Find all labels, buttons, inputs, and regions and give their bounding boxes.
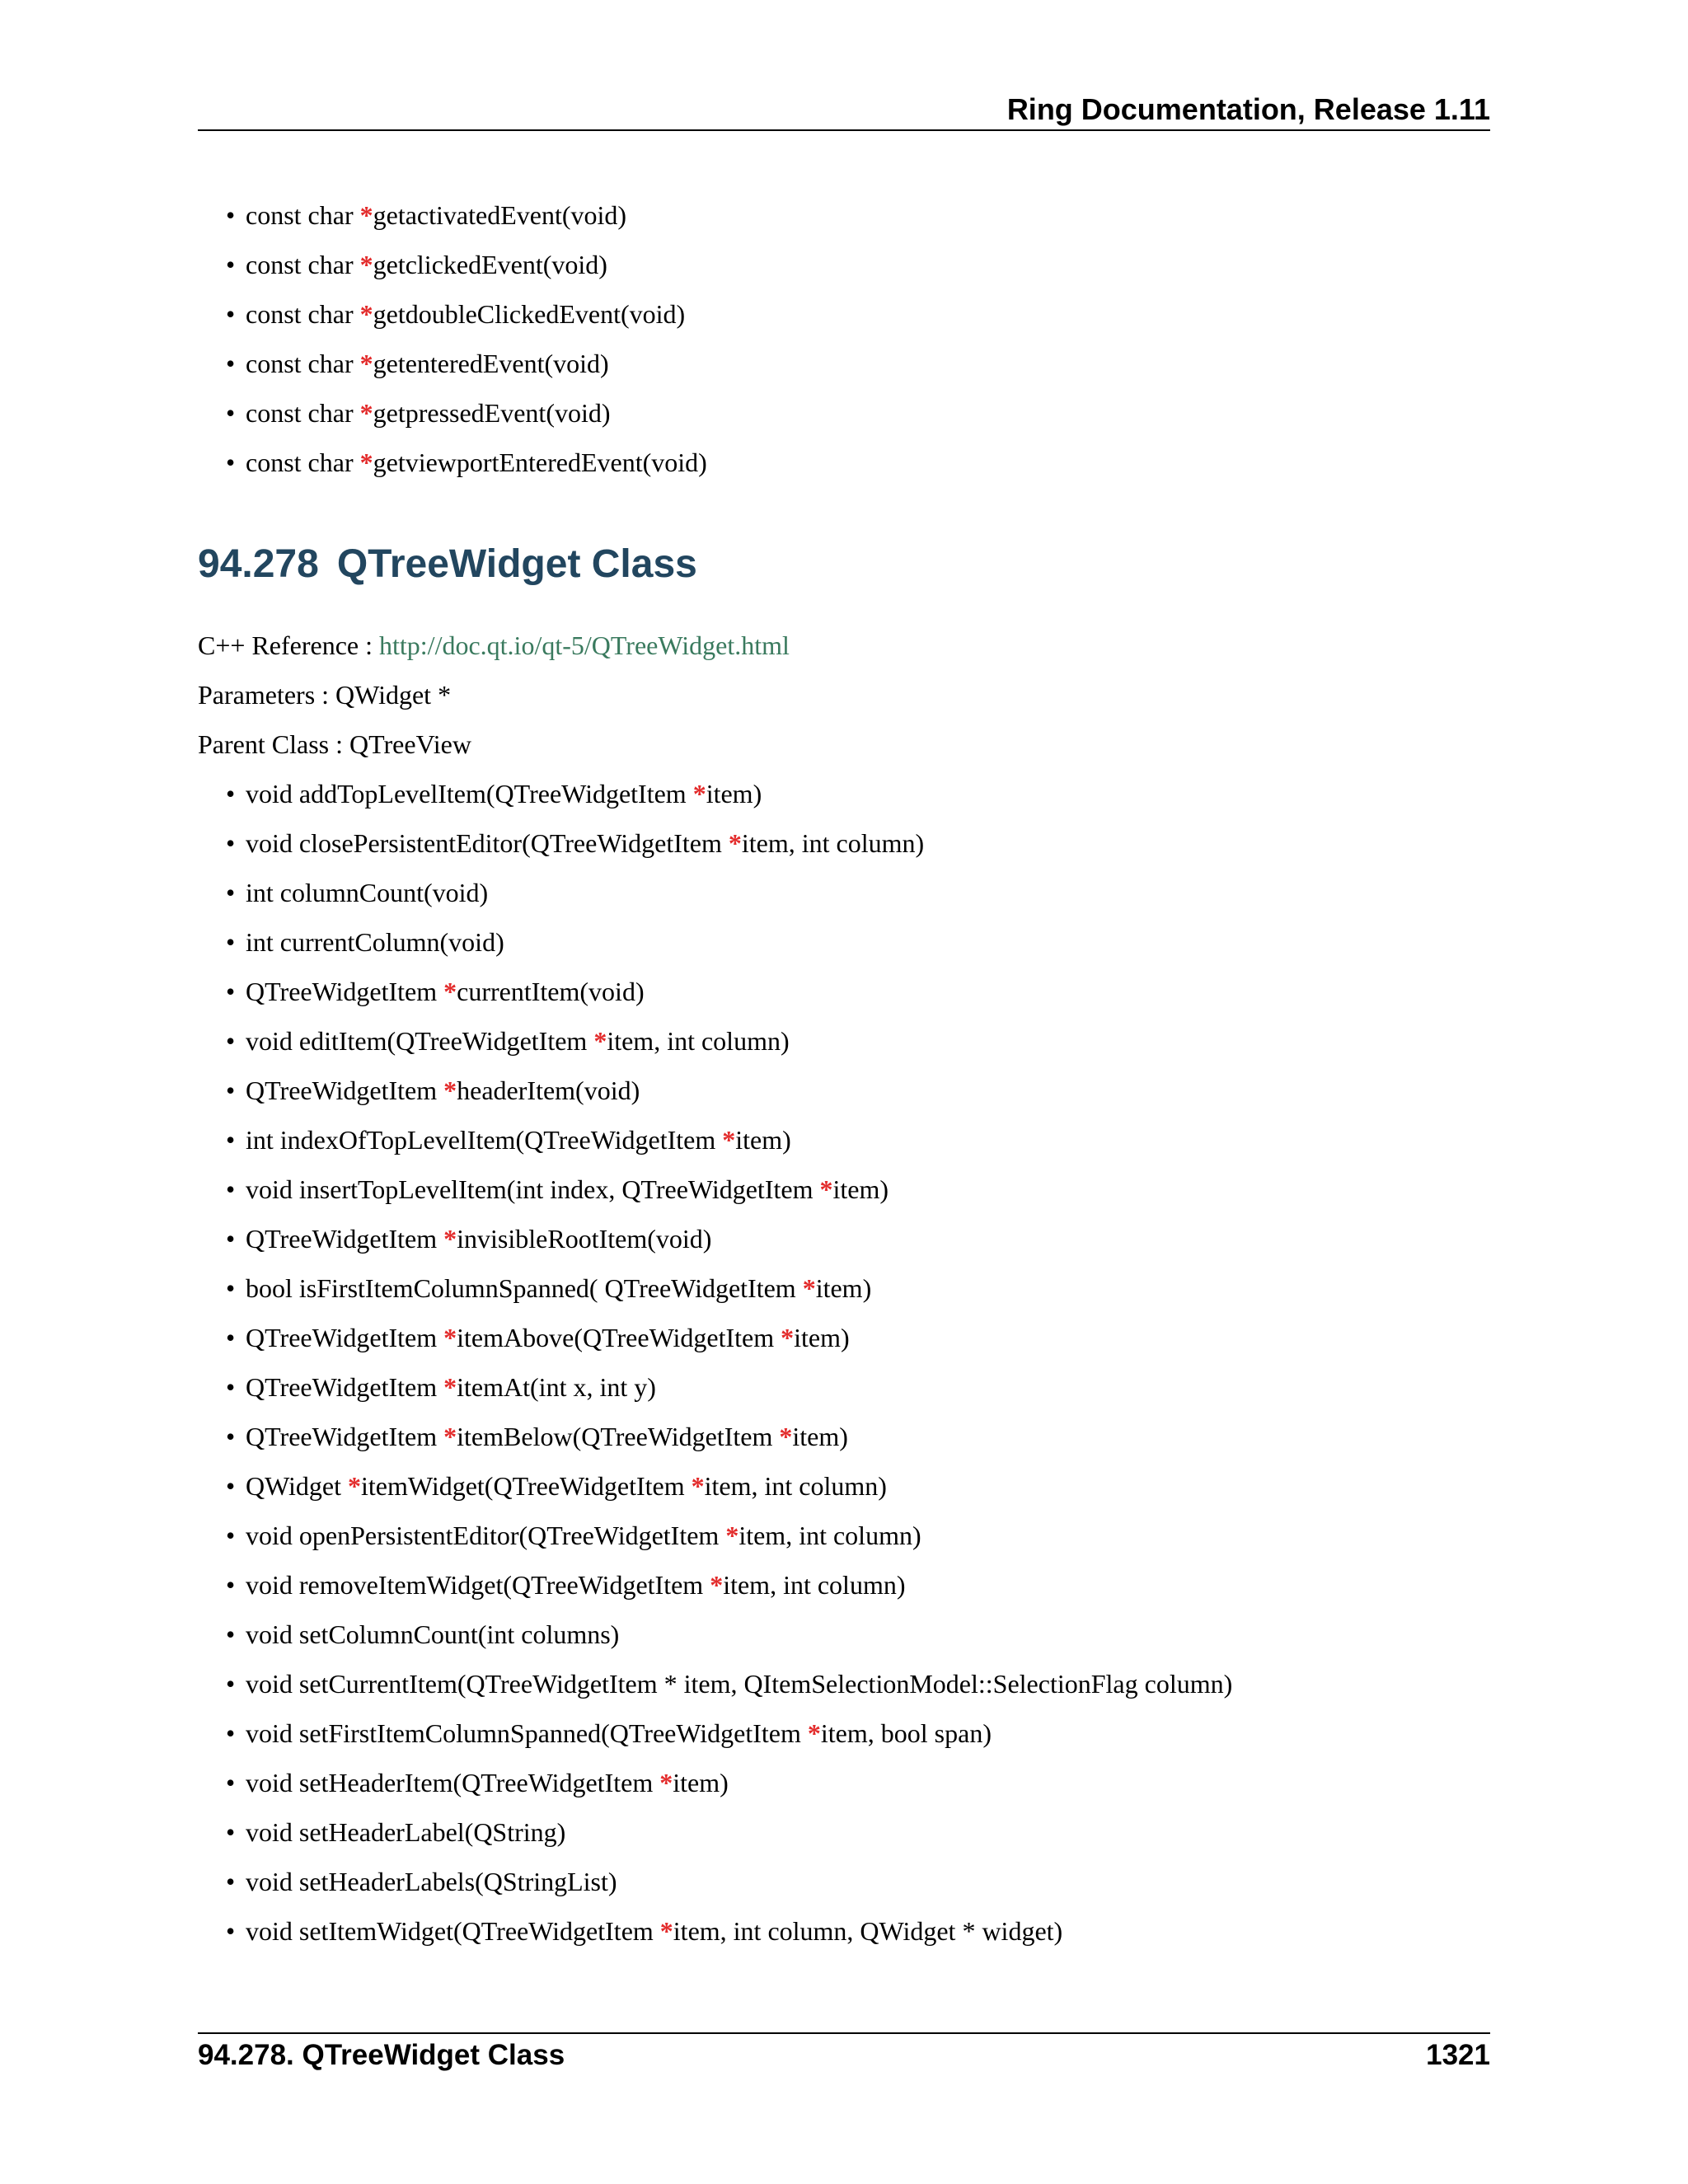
item-text: itemWidget(QTreeWidgetItem (361, 1471, 692, 1501)
list-item (226, 1024, 790, 1057)
bullet-icon: • (226, 250, 236, 279)
footer-rule (198, 2032, 1490, 2034)
list-item (226, 1519, 921, 1552)
item-text: void openPersistentEditor(QTreeWidgetItem (246, 1521, 726, 1550)
item-text: QWidget (246, 1471, 349, 1501)
bullet-icon: • (226, 1867, 236, 1896)
list-item (226, 1618, 620, 1651)
item-text: void setCurrentItem(QTreeWidgetItem * item, QItemSelectionModel::SelectionFlag column) (246, 1669, 1233, 1699)
pointer-star: * (659, 1916, 673, 1946)
pointer-star: * (359, 250, 373, 279)
item-text: const char (246, 250, 360, 279)
item-text: getactivatedEvent(void) (373, 200, 627, 230)
item-text: item) (832, 1174, 889, 1204)
list-item (226, 1371, 656, 1404)
header-rule (198, 129, 1490, 131)
list-item (226, 1469, 887, 1502)
page-number: 1321 (1426, 2039, 1490, 2071)
pointer-star: * (710, 1570, 724, 1600)
item-text: item) (673, 1768, 729, 1797)
item-text: invisibleRootItem(void) (457, 1224, 712, 1254)
bullet-icon: • (226, 1323, 236, 1352)
list-item (226, 347, 609, 380)
pointer-star: * (348, 1471, 362, 1501)
pointer-star: * (722, 1125, 736, 1155)
list-item (226, 827, 925, 860)
pointer-star: * (819, 1174, 833, 1204)
list-item (226, 298, 686, 330)
item-text: item) (794, 1323, 850, 1352)
pointer-star: * (807, 1718, 821, 1748)
pointer-star: * (725, 1521, 739, 1550)
cpp-reference-link[interactable]: http://doc.qt.io/qt-5/QTreeWidget.html (379, 630, 790, 660)
list-item (226, 1074, 640, 1107)
parent-class-line: Parent Class : QTreeView (198, 729, 471, 759)
bullet-icon: • (226, 878, 236, 907)
list-item (226, 1123, 791, 1156)
list-item (226, 1173, 889, 1206)
item-text: void setHeaderLabels(QStringList) (246, 1867, 617, 1896)
section-heading (198, 541, 697, 587)
bullet-icon: • (226, 1422, 236, 1451)
bullet-icon: • (226, 1174, 236, 1204)
item-text: item) (792, 1422, 848, 1451)
pointer-star: * (659, 1768, 673, 1797)
list-item (226, 1420, 848, 1453)
item-text: getdoubleClickedEvent(void) (373, 299, 686, 329)
item-text: item, int column, QWidget * widget) (673, 1916, 1063, 1946)
cpp-reference-line (198, 629, 790, 662)
item-text: QTreeWidgetItem (246, 1323, 444, 1352)
bullet-icon: • (226, 1372, 236, 1402)
item-text: item) (815, 1273, 872, 1303)
list-item (226, 1915, 1063, 1947)
bullet-icon: • (226, 398, 236, 428)
item-text: QTreeWidgetItem (246, 1224, 444, 1254)
list-item (226, 396, 611, 429)
item-text: item) (706, 779, 762, 808)
item-text: itemAbove(QTreeWidgetItem (457, 1323, 781, 1352)
item-text: void removeItemWidget(QTreeWidgetItem (246, 1570, 710, 1600)
item-text: QTreeWidgetItem (246, 977, 444, 1006)
running-header-title: Ring Documentation, Release 1.11 (1006, 92, 1490, 126)
list-item (226, 1865, 617, 1898)
bullet-icon: • (226, 1619, 236, 1649)
list-item (226, 1816, 566, 1849)
item-text: const char (246, 349, 360, 378)
pointer-star: * (359, 200, 373, 230)
item-text: void setHeaderLabel(QString) (246, 1817, 566, 1847)
item-text: itemBelow(QTreeWidgetItem (457, 1422, 780, 1451)
bullet-icon: • (226, 1125, 236, 1155)
item-text: getpressedEvent(void) (373, 398, 611, 428)
list-item (226, 1766, 729, 1799)
list-item (226, 1717, 992, 1750)
list-item (226, 1321, 850, 1354)
bullet-icon: • (226, 1570, 236, 1600)
bullet-icon: • (226, 1273, 236, 1303)
bullet-icon: • (226, 349, 236, 378)
item-text: item, int column) (723, 1570, 906, 1600)
item-text: item, int column) (741, 828, 925, 858)
item-text: item, int column) (607, 1026, 790, 1056)
bullet-icon: • (226, 1768, 236, 1797)
bullet-icon: • (226, 828, 236, 858)
item-text: void insertTopLevelItem(int index, QTreeWidgetItem (246, 1174, 820, 1204)
list-item (226, 248, 607, 281)
bullet-icon: • (226, 1076, 236, 1105)
item-text: getenteredEvent(void) (373, 349, 609, 378)
pointer-star: * (359, 448, 373, 477)
item-text: int currentColumn(void) (246, 927, 504, 957)
list-item (226, 1272, 872, 1305)
bullet-icon: • (226, 977, 236, 1006)
item-text: currentItem(void) (457, 977, 645, 1006)
item-text: int indexOfTopLevelItem(QTreeWidgetItem (246, 1125, 723, 1155)
list-item (226, 1667, 1233, 1700)
item-text: getclickedEvent(void) (373, 250, 607, 279)
item-text: void addTopLevelItem(QTreeWidgetItem (246, 779, 693, 808)
list-item (226, 1222, 712, 1255)
pointer-star: * (443, 1323, 457, 1352)
cpp-reference-label: C++ Reference : (198, 630, 379, 660)
list-item (226, 199, 627, 232)
item-text: const char (246, 398, 360, 428)
pointer-star: * (443, 1372, 457, 1402)
list-item (226, 446, 707, 479)
item-text: QTreeWidgetItem (246, 1372, 444, 1402)
pointer-star: * (359, 398, 373, 428)
pointer-star: * (802, 1273, 816, 1303)
section-number: 94.278 (198, 542, 319, 586)
parameters-line: Parameters : QWidget * (198, 680, 452, 710)
item-text: item, int column) (738, 1521, 921, 1550)
footer-section-ref: 94.278. QTreeWidget Class (198, 2039, 565, 2071)
bullet-icon: • (226, 1916, 236, 1946)
list-item (226, 777, 762, 810)
bullet-icon: • (226, 927, 236, 957)
bullet-icon: • (226, 1026, 236, 1056)
item-text: void setColumnCount(int columns) (246, 1619, 620, 1649)
pointer-star: * (443, 1422, 457, 1451)
item-text: int columnCount(void) (246, 878, 489, 907)
section-title: QTreeWidget Class (336, 542, 697, 586)
item-text: void editItem(QTreeWidgetItem (246, 1026, 594, 1056)
list-item (226, 975, 645, 1008)
item-text: itemAt(int x, int y) (457, 1372, 656, 1402)
pointer-star: * (728, 828, 742, 858)
bullet-icon: • (226, 1471, 236, 1501)
bullet-icon: • (226, 200, 236, 230)
list-item (226, 876, 489, 909)
item-text: item) (735, 1125, 791, 1155)
item-text: headerItem(void) (457, 1076, 640, 1105)
list-item (226, 926, 504, 958)
pointer-star: * (593, 1026, 607, 1056)
item-text: void setItemWidget(QTreeWidgetItem (246, 1916, 660, 1946)
bullet-icon: • (226, 779, 236, 808)
pointer-star: * (443, 1224, 457, 1254)
item-text: const char (246, 448, 360, 477)
item-text: QTreeWidgetItem (246, 1422, 444, 1451)
item-text: const char (246, 299, 360, 329)
item-text: bool isFirstItemColumnSpanned( QTreeWidgetItem (246, 1273, 803, 1303)
pointer-star: * (691, 1471, 705, 1501)
bullet-icon: • (226, 299, 236, 329)
item-text: item, bool span) (820, 1718, 992, 1748)
pointer-star: * (359, 349, 373, 378)
item-text: item, int column) (704, 1471, 887, 1501)
item-text: QTreeWidgetItem (246, 1076, 444, 1105)
bullet-icon: • (226, 1718, 236, 1748)
item-text: void closePersistentEditor(QTreeWidgetItem (246, 828, 729, 858)
bullet-icon: • (226, 1669, 236, 1699)
bullet-icon: • (226, 1224, 236, 1254)
pointer-star: * (779, 1422, 793, 1451)
bullet-icon: • (226, 1521, 236, 1550)
pointer-star: * (443, 1076, 457, 1105)
list-item (226, 1568, 906, 1601)
item-text: void setFirstItemColumnSpanned(QTreeWidgetItem (246, 1718, 808, 1748)
item-text: const char (246, 200, 360, 230)
pointer-star: * (359, 299, 373, 329)
pointer-star: * (692, 779, 706, 808)
item-text: void setHeaderItem(QTreeWidgetItem (246, 1768, 660, 1797)
pointer-star: * (781, 1323, 795, 1352)
pointer-star: * (443, 977, 457, 1006)
bullet-icon: • (226, 1817, 236, 1847)
bullet-icon: • (226, 448, 236, 477)
item-text: getviewportEnteredEvent(void) (373, 448, 707, 477)
